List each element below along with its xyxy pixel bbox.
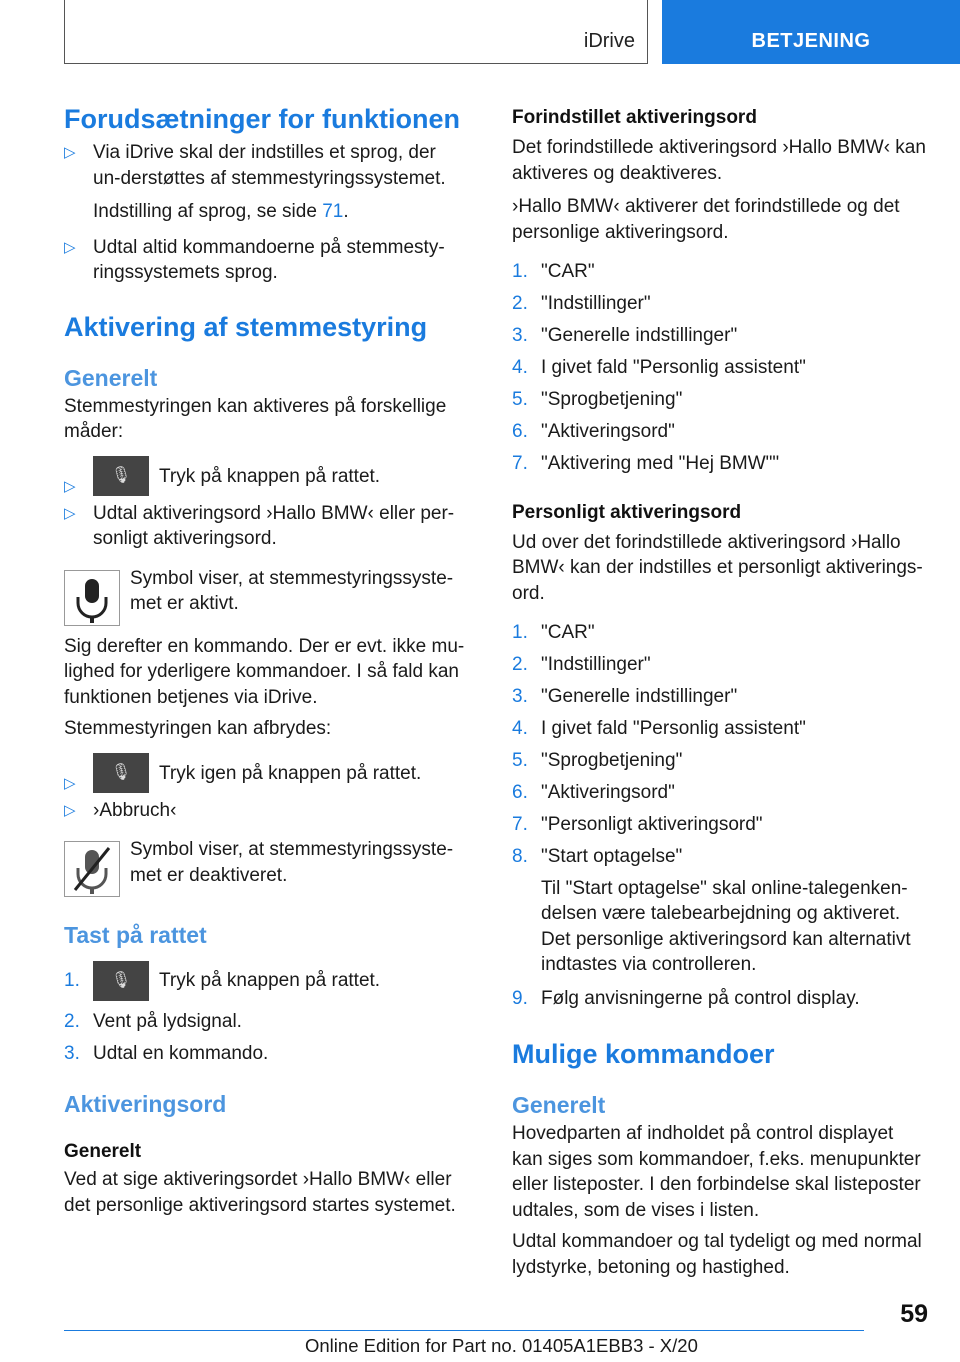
heading-prerequisites: Forudsætninger for funktionen bbox=[64, 104, 460, 134]
step-note: Til "Start optagelse" skal online-talegenken-delsen være talebearbejdning og aktiveret. Det personlige aktiveringsord kan alternativt indtastes via controlleren. bbox=[541, 877, 911, 975]
voice-active-icon bbox=[64, 570, 120, 626]
list-item: 7. "Personligt aktiveringsord" bbox=[512, 814, 763, 835]
triangle-bullet-icon: ▷ bbox=[64, 144, 76, 161]
list-item: 6. "Aktiveringsord" bbox=[512, 421, 675, 442]
heading-possible-general: Generelt bbox=[512, 1092, 606, 1118]
list-item: 2. "Indstillinger" bbox=[512, 293, 651, 314]
possible-text-1: Hovedparten af indholdet på control displayet kan siges som kommandoer, f.eks. menupunkter eller listeposter. I den forbindelse skal listeposter udtales, som de vises i listen. bbox=[512, 1123, 921, 1221]
voice-button-key bbox=[93, 961, 149, 1001]
microphone-icon: 🎙 bbox=[110, 764, 132, 782]
possible-text-2: Udtal kommandoer og tal tydeligt og med normal lydstyrke, betoning og hastighed. bbox=[512, 1231, 922, 1278]
page-number: 59 bbox=[900, 1300, 928, 1328]
header-section-title: iDrive bbox=[583, 30, 635, 52]
command-text: Sig derefter en kommando. Der er evt. ikke mu-lighed for yderligere kommandoer. I så fald kan funktionen betjenes via iDrive. bbox=[64, 635, 465, 708]
heading-personal-word: Personligt aktiveringsord bbox=[512, 501, 742, 523]
header-section-box bbox=[64, 0, 648, 64]
microphone-icon: 🎙 bbox=[110, 467, 132, 485]
list-item: 7. "Aktivering med "Hej BMW"" bbox=[512, 453, 780, 474]
list-item: 3. Udtal en kommando. bbox=[64, 1042, 269, 1064]
personal-steps-list bbox=[512, 620, 928, 1011]
bullet-item: ▷ 🎙 Tryk igen på knappen på rattet. bbox=[64, 752, 468, 796]
voice-inactive-icon bbox=[64, 841, 120, 897]
list-item: 6. "Aktiveringsord" bbox=[512, 782, 675, 803]
list-item: 3. "Generelle indstillinger" bbox=[512, 325, 738, 346]
preset-text-2: ›Hallo BMW‹ aktiverer det forindstillede og det personlige aktiveringsord. bbox=[512, 196, 900, 243]
list-item: 3. "Generelle indstillinger" bbox=[512, 686, 738, 707]
left-column bbox=[64, 100, 468, 1218]
cancel-text: Stemmestyringen kan afbrydes: bbox=[64, 718, 332, 739]
list-item: 5. "Sprogbetjening" bbox=[512, 750, 683, 771]
word-text: Ved at sige aktiveringsordet ›Hallo BMW‹ eller det personlige aktiveringsord startes systemet. bbox=[64, 1169, 456, 1216]
symbol-inactive-row: Symbol viser, at stemmestyringssyste-met er deaktiveret. bbox=[64, 837, 468, 897]
preset-text-1: Det forindstillede aktiveringsord ›Hallo BMW‹ kan aktiveres og deaktiveres. bbox=[512, 137, 926, 184]
list-item: 1. "CAR" bbox=[512, 622, 595, 643]
heading-possible-commands: Mulige kommandoer bbox=[512, 1039, 775, 1069]
triangle-bullet-icon: ▷ bbox=[64, 238, 76, 256]
list-item: 5. "Sprogbetjening" bbox=[512, 389, 683, 410]
list-item: 8. "Start optagelse" bbox=[512, 846, 683, 867]
preset-steps-list bbox=[512, 259, 928, 477]
bullet-item: ▷ Via iDrive skal der indstilles et sprog, der un-derstøttes af stemmestyringssystemet. bbox=[64, 142, 446, 189]
voice-button-key bbox=[93, 456, 149, 496]
list-item: 4. I givet fald "Personlig assistent" bbox=[512, 718, 806, 739]
list-item: 1. 🎙 Tryk på knappen på rattet. bbox=[64, 959, 468, 1003]
list-item: 4. I givet fald "Personlig assistent" bbox=[512, 357, 806, 378]
bullet-item: ▷ Udtal aktiveringsord ›Hallo BMW‹ eller per-sonligt aktiveringsord. bbox=[64, 502, 455, 549]
personal-text: Ud over det forindstillede aktiveringsord ›Hallo BMW‹ kan der indstilles et personligt aktiverings-ord. bbox=[512, 531, 923, 604]
heading-preset-word: Forindstillet aktiveringsord bbox=[512, 107, 757, 128]
heading-activation: Aktivering af stemmestyring bbox=[64, 311, 428, 342]
header-chapter-tab[interactable] bbox=[662, 0, 960, 64]
triangle-bullet-icon: ▷ bbox=[64, 504, 76, 522]
header-chapter-title: BETJENING bbox=[751, 30, 871, 52]
triangle-bullet-icon: ▷ bbox=[64, 774, 76, 792]
bullet-item: ▷ 🎙 Tryk på knappen på rattet. bbox=[64, 455, 468, 499]
triangle-bullet-icon: ▷ bbox=[64, 477, 76, 495]
list-item: 1. "CAR" bbox=[512, 261, 595, 282]
bullet-item: ▷ ›Abbruch‹ bbox=[64, 798, 468, 824]
general-text: Stemmestyringen kan aktiveres på forskellige måder: bbox=[64, 395, 447, 442]
footer-divider bbox=[64, 1330, 864, 1331]
heading-word-general: Generelt bbox=[64, 1141, 142, 1162]
heading-activation-word: Aktiveringsord bbox=[64, 1091, 227, 1117]
bullet-item: ▷ Udtal altid kommandoerne på stemmesty-ringssystemets sprog. bbox=[64, 236, 445, 283]
list-item: 2. "Indstillinger" bbox=[512, 654, 651, 675]
bullet-subtext: Indstilling af sprog, se side 71. bbox=[93, 201, 349, 222]
right-column bbox=[512, 104, 928, 1280]
microphone-icon: 🎙 bbox=[110, 971, 132, 989]
heading-general: Generelt bbox=[64, 364, 158, 391]
heading-wheel-key: Tast på rattet bbox=[64, 922, 207, 948]
footer-edition: Online Edition for Part no. 01405A1EBB3 - X/20 bbox=[305, 1335, 698, 1356]
triangle-bullet-icon: ▷ bbox=[64, 801, 76, 819]
voice-button-key bbox=[93, 753, 149, 793]
symbol-active-row: Symbol viser, at stemmestyringssyste-met er aktivt. bbox=[64, 566, 468, 630]
list-item: 9. Følg anvisningerne på control display. bbox=[512, 987, 860, 1009]
page-link-71[interactable]: 71 bbox=[322, 201, 344, 222]
list-item: 2. Vent på lydsignal. bbox=[64, 1011, 242, 1032]
